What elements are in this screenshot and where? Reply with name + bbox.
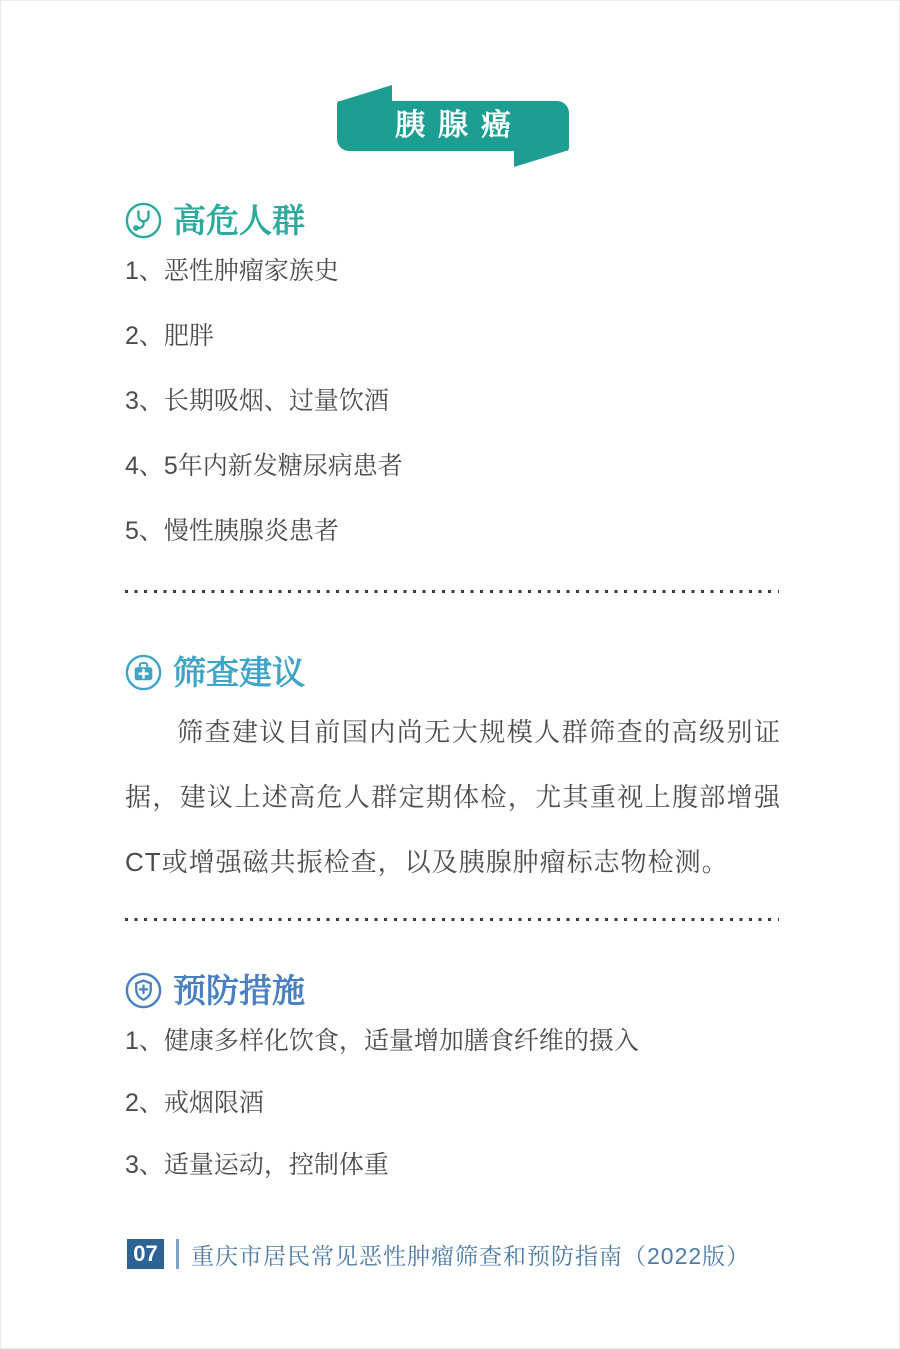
list-item: 1、健康多样化饮食，适量增加膳食纤维的摄入 bbox=[125, 1027, 639, 1055]
medical-bag-icon bbox=[125, 654, 162, 691]
section-screening-advice bbox=[125, 650, 781, 895]
section-title: 高危人群 bbox=[173, 201, 305, 239]
page-title: 胰腺癌 bbox=[395, 109, 524, 142]
stethoscope-icon bbox=[125, 202, 162, 239]
list-item: 4、5年内新发糖尿病患者 bbox=[125, 452, 403, 480]
list-item: 3、长期吸烟、过量饮酒 bbox=[125, 387, 389, 415]
footer-separator bbox=[176, 1239, 179, 1269]
guide-title: 重庆市居民常见恶性肿瘤筛查和预防指南（2022版） bbox=[191, 1242, 751, 1269]
section-title: 筛查建议 bbox=[173, 653, 305, 691]
section-high-risk-groups bbox=[125, 198, 781, 579]
dotted-divider bbox=[125, 918, 779, 921]
ribbon-fold-bottom-right bbox=[514, 150, 569, 167]
list-item: 2、戒烟限酒 bbox=[125, 1089, 264, 1117]
section-heading bbox=[125, 198, 781, 242]
section-prevention-measures bbox=[125, 968, 781, 1210]
list-item: 1、恶性肿瘤家族史 bbox=[125, 257, 339, 285]
section-title: 预防措施 bbox=[173, 971, 305, 1009]
page-number-badge: 07 bbox=[127, 1239, 164, 1269]
section-heading bbox=[125, 650, 781, 694]
list-item: 2、肥胖 bbox=[125, 322, 214, 350]
dotted-divider bbox=[125, 590, 779, 593]
prevention-list bbox=[125, 1024, 781, 1182]
shield-plus-icon bbox=[125, 972, 162, 1009]
title-ribbon bbox=[337, 101, 569, 151]
ribbon-body bbox=[337, 101, 569, 151]
list-item: 5、慢性胰腺炎患者 bbox=[125, 517, 339, 545]
page-footer bbox=[127, 1238, 750, 1270]
ribbon-fold-top-left bbox=[337, 85, 392, 102]
high-risk-list bbox=[125, 254, 781, 548]
list-item: 3、适量运动，控制体重 bbox=[125, 1151, 389, 1179]
section-heading bbox=[125, 968, 781, 1012]
screening-paragraph: 筛查建议目前国内尚无大规模人群筛查的高级别证据，建议上述高危人群定期体检，尤其重视上腹部增强CT或增强磁共振检查，以及胰腺肿瘤标志物检测。 bbox=[125, 717, 781, 877]
